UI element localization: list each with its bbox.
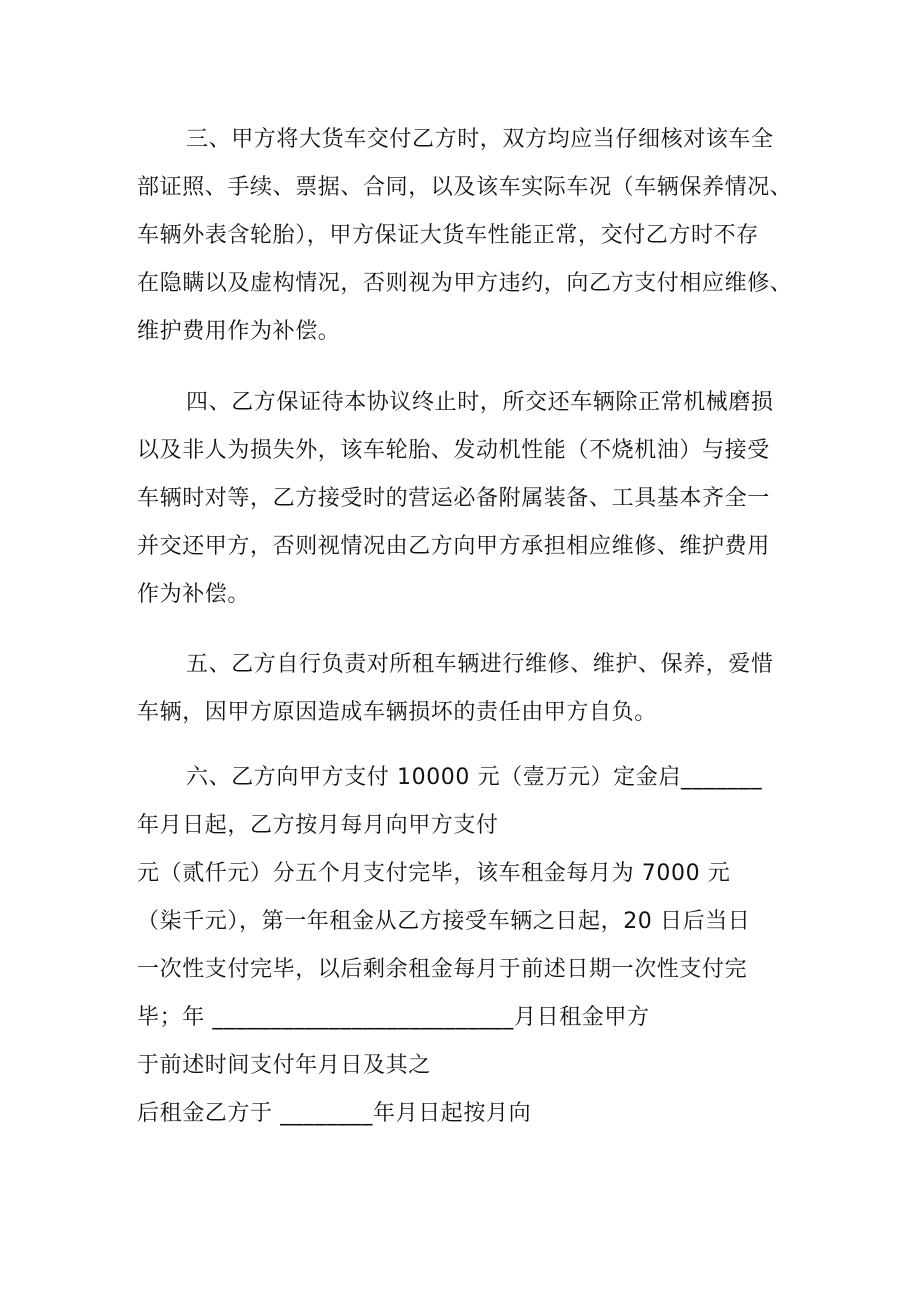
paragraph-4-line-5: 作为补偿。 xyxy=(137,582,251,607)
paragraph-6-line-7: 于前述时间支付年月日及其之 xyxy=(137,1053,431,1078)
paragraph-3-line-4: 在隐瞒以及虚构情况，否则视为甲方违约，向乙方支付相应维修、 xyxy=(137,271,793,296)
paragraph-6-line-5: 一次性支付完毕，以后剩余租金每月于前述日期一次性支付完 xyxy=(137,957,748,982)
paragraph-3-line-3: 车辆外表含轮胎），甲方保证大货车性能正常，交付乙方时不存 xyxy=(137,223,759,248)
paragraph-4-line-2: 以及非人为损失外，该车轮胎、发动机性能（不烧机油）与接受 xyxy=(137,438,770,463)
paragraph-4-line-3: 车辆时对等，乙方接受时的营运必备附属装备、工具基本齐全一 xyxy=(137,486,770,511)
paragraph-6-line-4: （柒千元），第一年租金从乙方接受车辆之日起，20 日后当日 xyxy=(137,909,751,934)
paragraph-4-line-1: 四、乙方保证待本协议终止时，所交还车辆除正常机械磨损 xyxy=(186,390,774,415)
paragraph-3-line-1: 三、甲方将大货车交付乙方时，双方均应当仔细核对该车全 xyxy=(186,127,774,152)
paragraph-3-line-2: 部证照、手续、票据、合同，以及该车实际车况（车辆保养情况、 xyxy=(137,175,793,200)
paragraph-5-line-1: 五、乙方自行负责对所租车辆进行维修、维护、保养，爱惜 xyxy=(186,652,774,677)
paragraph-6-line-8: 后租金乙方于 ________年月日起按月向 xyxy=(137,1101,532,1126)
paragraph-3-line-5: 维护费用作为补偿。 xyxy=(137,319,341,344)
paragraph-6-line-2: 年月日起，乙方按月每月向甲方支付 xyxy=(137,813,499,838)
paragraph-4-line-4: 并交还甲方，否则视情况由乙方向甲方承担相应维修、维护费用 xyxy=(137,534,770,559)
paragraph-6-line-1: 六、乙方向甲方支付 10000 元（壹万元）定金启_______ xyxy=(186,765,763,790)
paragraph-5-line-2: 车辆，因甲方原因造成车辆损坏的责任由甲方自负。 xyxy=(137,700,657,725)
paragraph-6-line-3: 元（贰仟元）分五个月支付完毕，该车租金每月为 7000 元 xyxy=(137,861,731,886)
paragraph-6-line-6: 毕；年 __________________________月日租金甲方 xyxy=(137,1005,650,1030)
